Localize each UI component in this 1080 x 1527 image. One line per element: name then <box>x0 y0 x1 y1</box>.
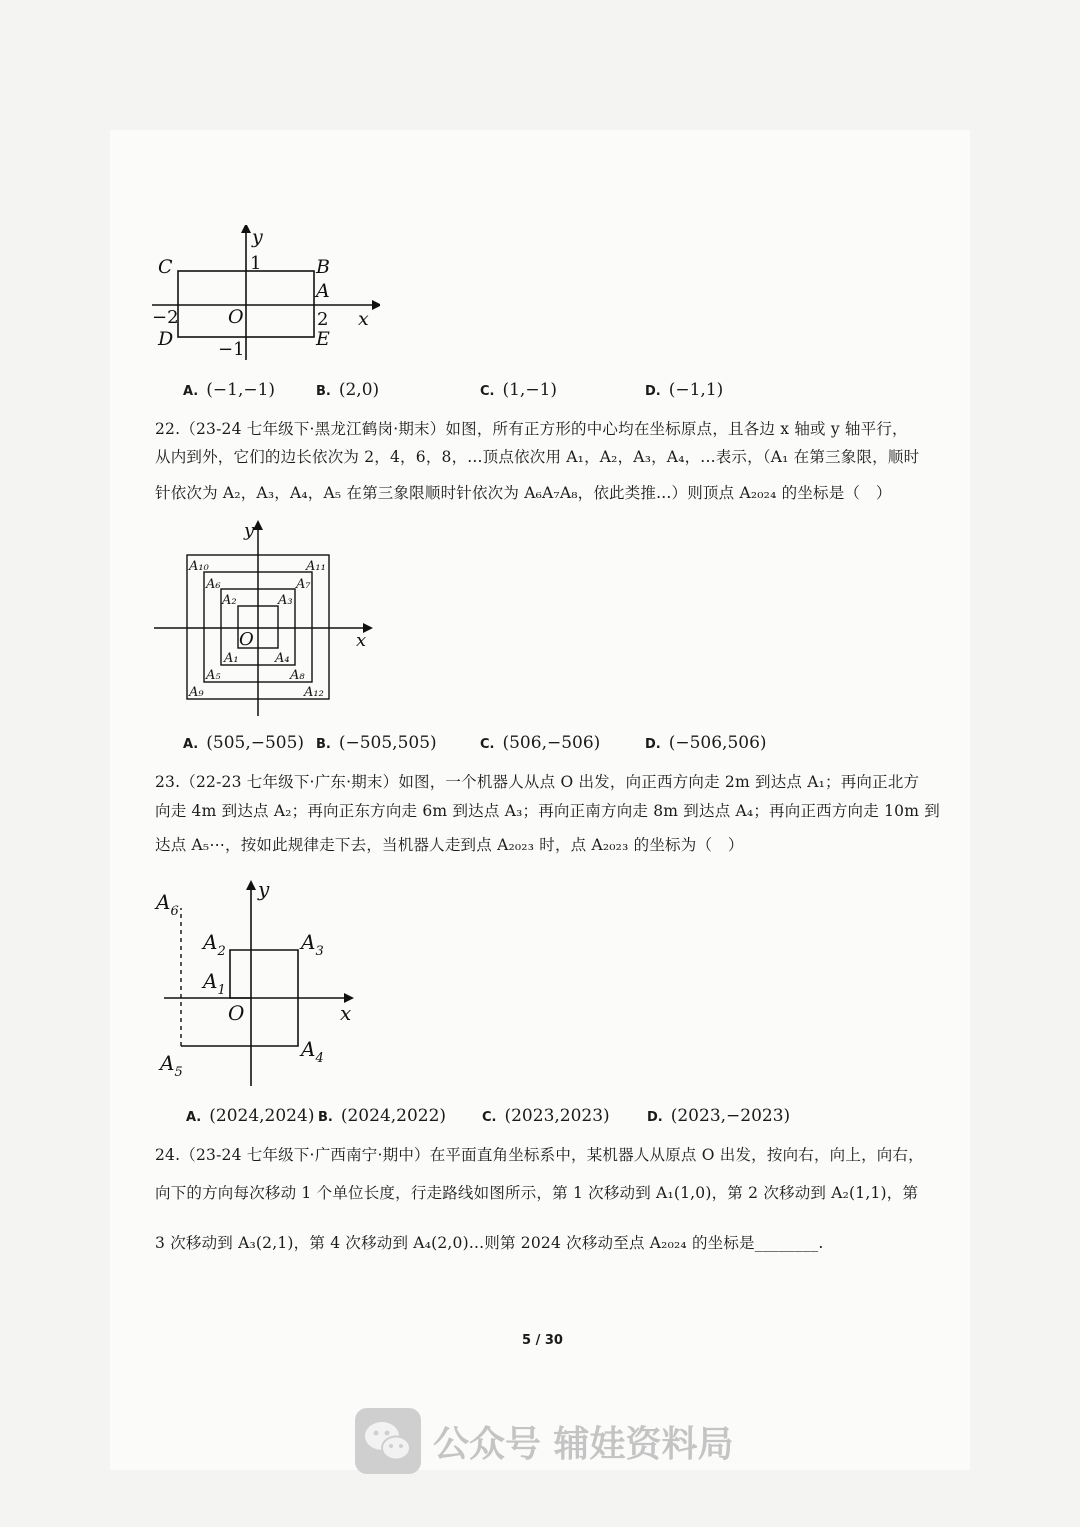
q23-axis-y: y <box>258 878 270 901</box>
q22-text-line2: 从内到外，它们的边长依次为 2，4，6，8，...顶点依次用 A₁，A₂，A₃，A₄，...表示，（A₁ 在第三象限，顺时 <box>155 448 920 466</box>
q21-figure <box>150 225 380 365</box>
q22-text-line1: 22.（23-24 七年级下·黑龙江鹤岗·期末）如图，所有正方形的中心均在坐标原点，且各边 x 轴或 y 轴平行， <box>155 420 908 438</box>
q21-option-a: A. (−1,−1) <box>183 380 276 400</box>
q21-label-E: E <box>316 328 330 350</box>
q21-origin: O <box>228 306 244 328</box>
q23-text-line2: 向走 4m 到达点 A₂；再向正东方向走 6m 到达点 A₃；再向正南方向走 8m 到达点 A₄；再向正西方向走 10m 到 <box>155 802 940 820</box>
q21-tick-neg1: −1 <box>218 339 245 360</box>
q22-label-A2: A₂ <box>222 593 237 608</box>
page-number: 5 / 30 <box>522 1333 563 1348</box>
q22-option-a: A. (505,−505) <box>183 733 305 753</box>
q23-option-b: B. (2024,2022) <box>318 1106 447 1126</box>
q21-tick-2: 2 <box>317 309 329 330</box>
q23-label-A6: $A_6$ <box>156 890 179 919</box>
q22-label-A10: A₁₀ <box>189 559 209 574</box>
q23-label-A3: $A_3$ <box>301 930 324 959</box>
q22-label-A5: A₅ <box>206 668 221 683</box>
wechat-icon <box>355 1408 421 1474</box>
q23-text-line3: 达点 A₅⋯，按如此规律走下去，当机器人走到点 A₂₀₂₃ 时，点 A₂₀₂₃ 的坐标为（ ） <box>155 836 744 854</box>
q22-label-A7: A₇ <box>296 577 311 592</box>
q21-axis-y: y <box>252 226 263 248</box>
q22-label-A12: A₁₂ <box>304 685 324 700</box>
q22-label-A6: A₆ <box>206 577 221 592</box>
q22-figure <box>150 518 380 718</box>
q21-option-c: C. (1,−1) <box>480 380 558 400</box>
q23-figure <box>150 878 370 1088</box>
q22-origin: O <box>239 629 254 650</box>
q22-option-d: D. (−506,506) <box>645 733 767 753</box>
q21-tick-neg2: −2 <box>152 307 179 328</box>
q21-option-d: D. (−1,1) <box>645 380 724 400</box>
watermark-text: 公众号 辅娃资料局 <box>433 1423 734 1465</box>
q23-text-line1: 23.（22-23 七年级下·广东·期末）如图，一个机器人从点 O 出发，向正西方向走 2m 到达点 A₁；再向正北方 <box>155 773 920 791</box>
q21-option-b: B. (2,0) <box>316 380 380 400</box>
q23-option-a: A. (2024,2024) <box>186 1106 315 1126</box>
q23-label-A4: $A_4$ <box>301 1037 324 1066</box>
q22-label-A3: A₃ <box>278 593 293 608</box>
q21-label-C: C <box>158 256 173 278</box>
q22-label-A11: A₁₁ <box>306 559 326 574</box>
q24-text-line1: 24.（23-24 七年级下·广西南宁·期中）在平面直角坐标系中，某机器人从原点 O 出发，按向右，向上，向右， <box>155 1146 924 1164</box>
q24-text-line2: 向下的方向每次移动 1 个单位长度，行走路线如图所示，第 1 次移动到 A₁(1,0)，第 2 次移动到 A₂(1,1)，第 <box>155 1184 919 1202</box>
q21-label-A: A <box>316 280 330 302</box>
q22-label-A8: A₈ <box>290 668 305 683</box>
q23-label-A2: $A_2$ <box>203 930 226 959</box>
q22-text-line3: 针依次为 A₂，A₃，A₄，A₅ 在第三象限顺时针依次为 A₆A₇A₈，依此类推...）则顶点 A₂₀₂₄ 的坐标是（ ） <box>155 484 892 502</box>
watermark <box>355 1408 734 1474</box>
q22-option-b: B. (−505,505) <box>316 733 437 753</box>
q23-axis-x: x <box>340 1001 352 1025</box>
q21-tick-1: 1 <box>250 253 262 274</box>
q22-axis-x: x <box>356 630 367 651</box>
q23-label-A5: $A_5$ <box>160 1051 183 1080</box>
q22-option-c: C. (506,−506) <box>480 733 601 753</box>
q22-label-A9: A₉ <box>189 685 204 700</box>
q21-label-D: D <box>158 328 174 350</box>
q23-label-A1: $A_1$ <box>203 969 226 998</box>
q23-option-c: C. (2023,2023) <box>482 1106 610 1126</box>
q23-origin: O <box>228 1001 245 1025</box>
q22-axis-y: y <box>244 520 255 541</box>
q22-label-A4: A₄ <box>275 651 290 666</box>
q21-axis-x: x <box>358 308 369 330</box>
q22-label-A1: A₁ <box>224 651 239 666</box>
q21-label-B: B <box>316 256 330 278</box>
q23-option-d: D. (2023,−2023) <box>647 1106 791 1126</box>
q24-text-line3: 3 次移动到 A₃(2,1)，第 4 次移动到 A₄(2,0)...则第 2024 次移动至点 A₂₀₂₄ 的坐标是________. <box>155 1234 824 1252</box>
